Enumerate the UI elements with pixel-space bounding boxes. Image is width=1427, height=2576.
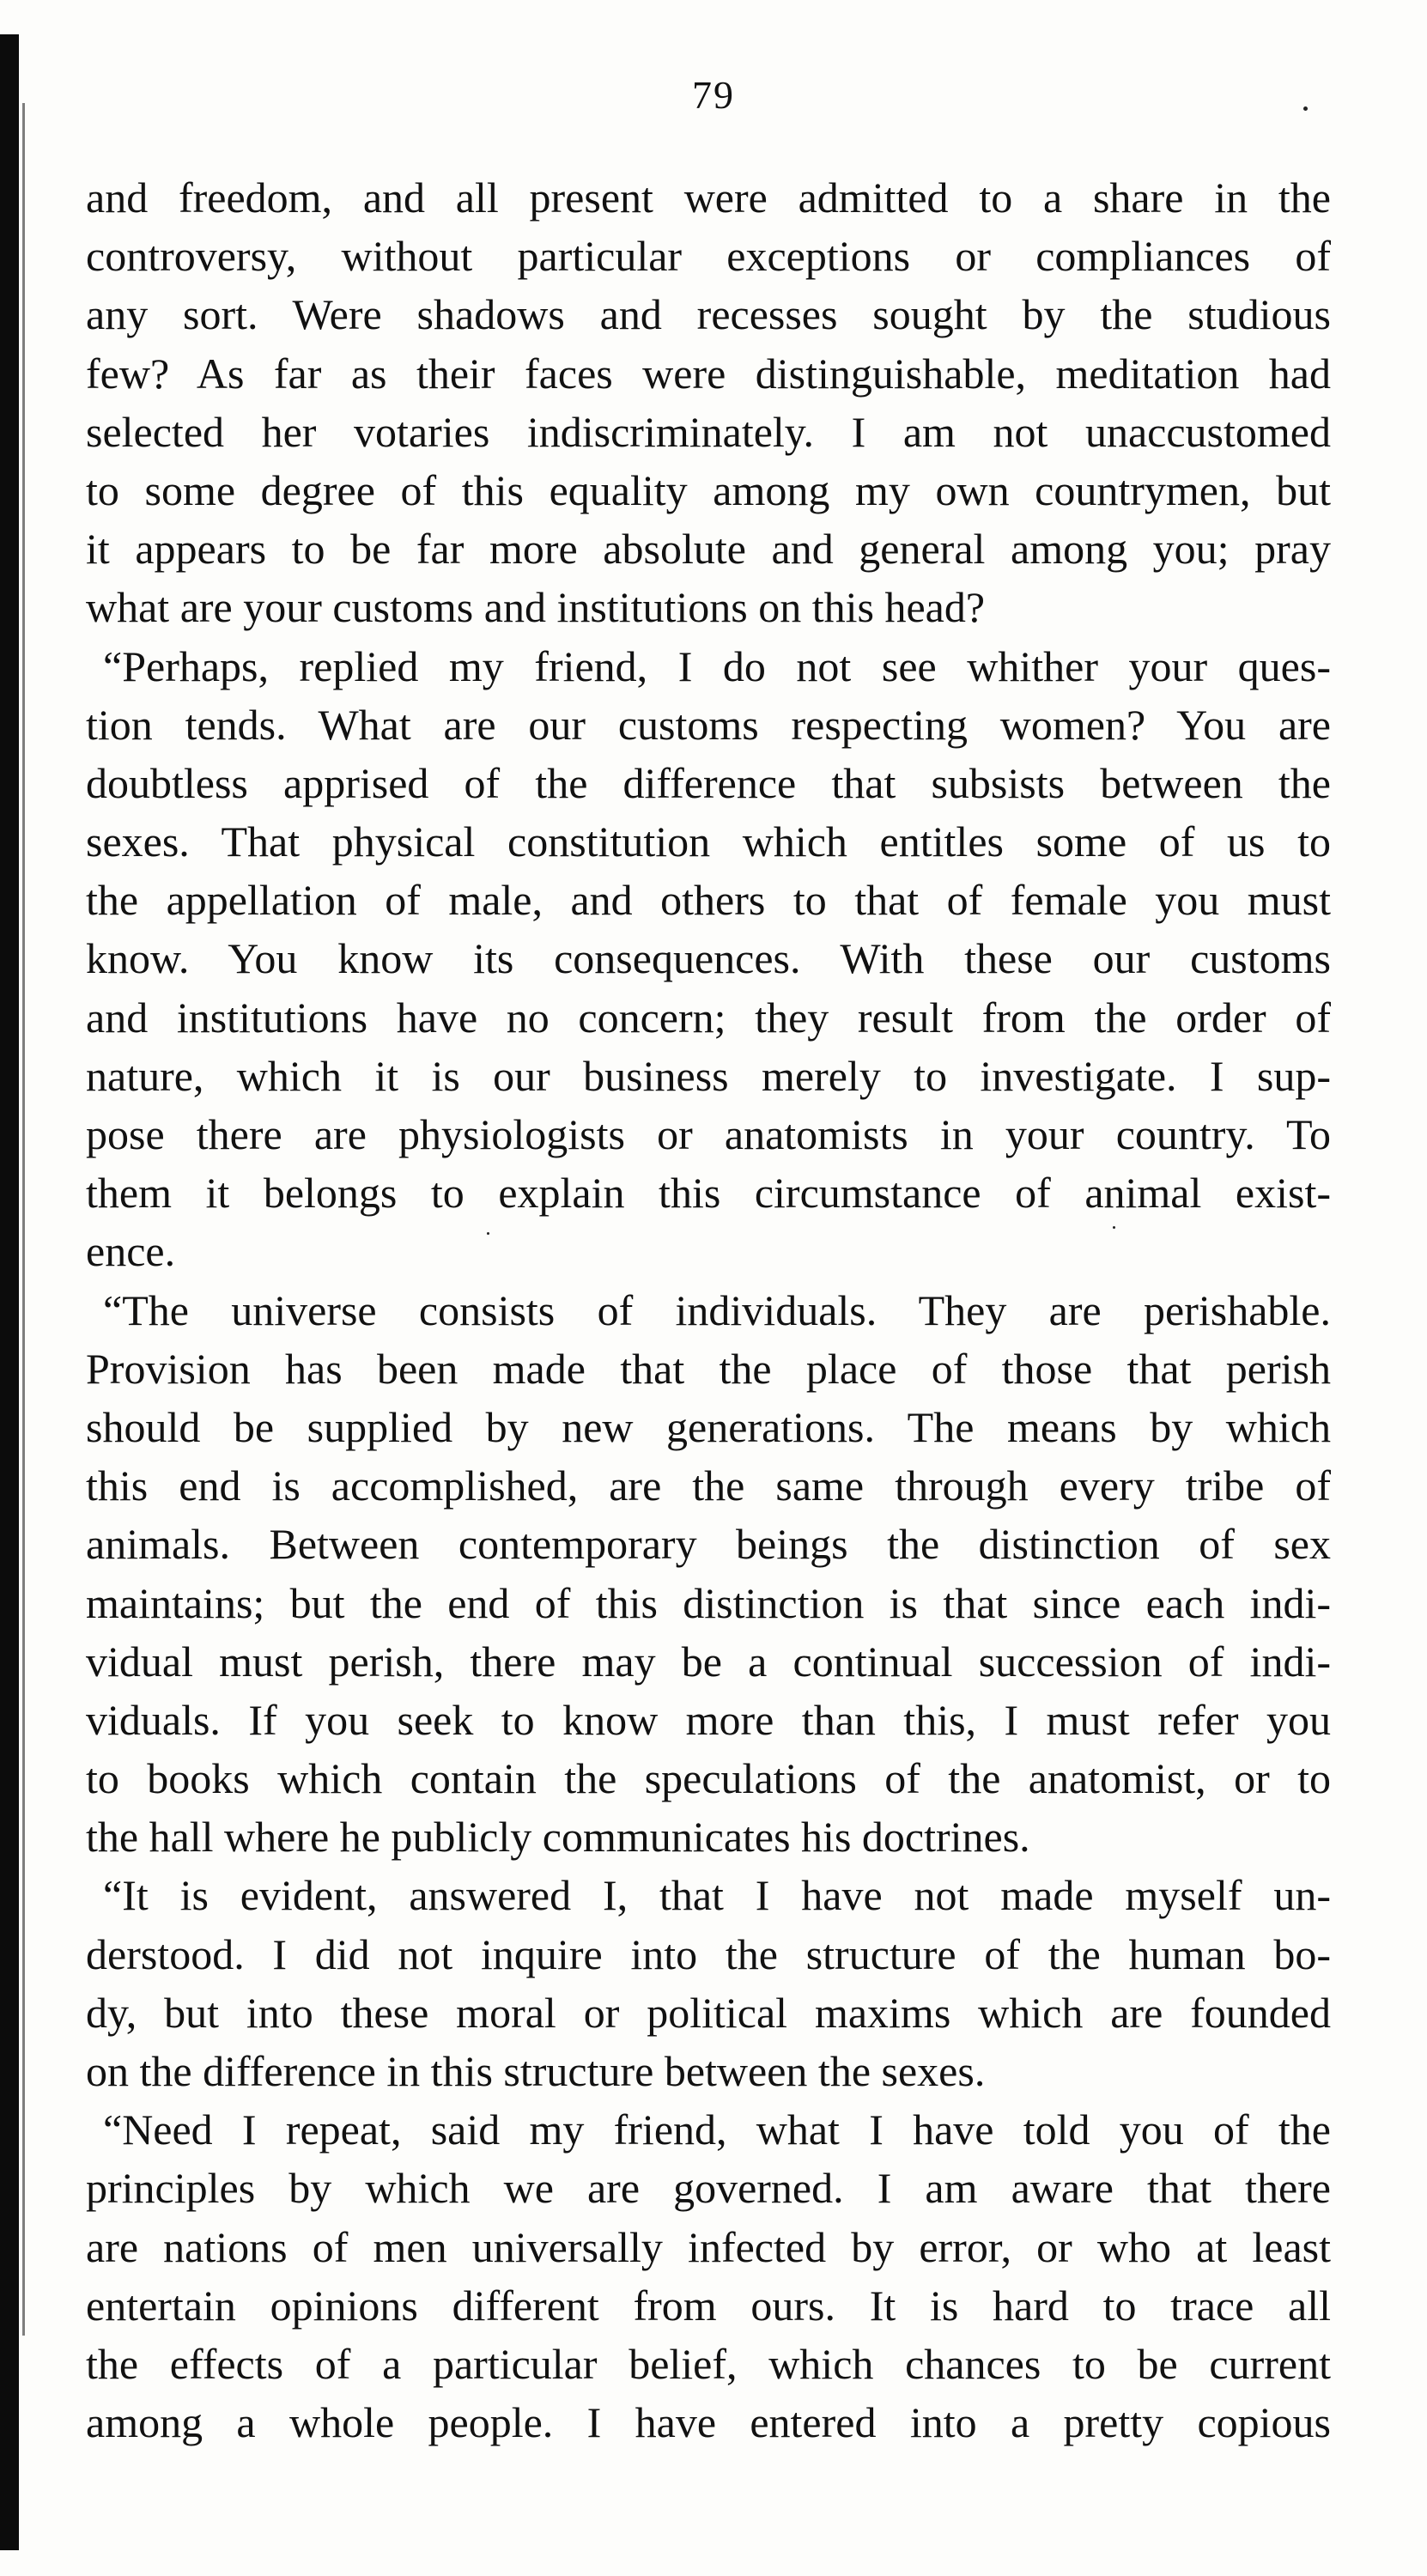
text-line: sexes. That physical constitution which entitles some of us to	[86, 817, 1331, 866]
text-line: what are your customs and institutions on this head?	[86, 583, 986, 632]
text-line: maintains; but the end of this distinction is that since each indi-	[86, 1578, 1331, 1627]
text-line: any sort. Were shadows and recesses sought by the studious	[86, 290, 1331, 339]
text-line: pose there are physiologists or anatomists in your country. To	[86, 1110, 1331, 1158]
text-line: and institutions have no concern; they result from the order of	[86, 993, 1331, 1042]
text-line: dy, but into these moral or political maxims which are founded	[86, 1988, 1331, 2037]
text-line: are nations of men universally infected by error, or who at least	[86, 2222, 1331, 2271]
text-line: vidual must perish, there may be a continual succession of indi-	[86, 1637, 1331, 1686]
ink-speck	[1303, 106, 1308, 111]
text-line: ence.	[86, 1227, 176, 1276]
ink-speck	[1113, 1226, 1115, 1229]
text-line: the appellation of male, and others to that of female you must	[86, 876, 1331, 925]
paragraph-start-line: “The universe consists of individuals. They are perishable.	[103, 1285, 1331, 1334]
paragraph-start-line: “It is evident, answered I, that I have not made myself un-	[103, 1871, 1331, 1920]
text-line: selected her votaries indiscriminately. I am not unaccustomed	[86, 407, 1331, 456]
body-text	[86, 168, 1331, 2451]
text-line: animals. Between contemporary beings the distinction of sex	[86, 1520, 1331, 1569]
page-number: 79	[692, 73, 735, 117]
text-line: tion tends. What are our customs respecting women? You are	[86, 700, 1331, 749]
text-line: them it belongs to explain this circumstance of animal exist-	[86, 1169, 1331, 1218]
text-line: and freedom, and all present were admitted to a share in the	[86, 173, 1331, 222]
text-line: nature, which it is our business merely to investigate. I sup-	[86, 1051, 1331, 1100]
text-line: it appears to be far more absolute and general among you; pray	[86, 525, 1331, 574]
text-line: Provision has been made that the place of those that perish	[86, 1344, 1331, 1393]
text-line: this end is accomplished, are the same through every tribe of	[86, 1461, 1331, 1510]
text-line: controversy, without particular exceptions or compliances of	[86, 232, 1331, 281]
text-line: derstood. I did not inquire into the structure of the human bo-	[86, 1929, 1331, 1978]
text-line: the effects of a particular belief, which chances to be current	[86, 2339, 1331, 2388]
ink-speck	[487, 1232, 489, 1235]
text-line: the hall where he publicly communicates his doctrines.	[86, 1813, 1030, 1862]
text-line: principles by which we are governed. I am aware that there	[86, 2164, 1331, 2213]
text-line: should be supplied by new generations. The means by which	[86, 1402, 1331, 1451]
text-line: on the difference in this structure between the sexes.	[86, 2047, 986, 2095]
text-line: entertain opinions different from ours. It is hard to trace all	[86, 2281, 1331, 2330]
text-line: to some degree of this equality among my own countrymen, but	[86, 465, 1331, 514]
binding-shadow	[22, 103, 25, 2336]
paragraph-start-line: “Need I repeat, said my friend, what I have told you of the	[103, 2105, 1331, 2154]
text-line: doubtless apprised of the difference that subsists between the	[86, 758, 1331, 807]
text-line: among a whole people. I have entered into a pretty copious	[86, 2398, 1331, 2447]
binding-edge	[0, 34, 19, 2550]
text-line: few? As far as their faces were distinguishable, meditation had	[86, 349, 1331, 398]
text-line: viduals. If you seek to know more than this, I must refer you	[86, 1695, 1331, 1744]
text-line: to books which contain the speculations of the anatomist, or to	[86, 1754, 1331, 1803]
text-line: know. You know its consequences. With these our customs	[86, 934, 1331, 983]
paragraph-start-line: “Perhaps, replied my friend, I do not see whither your ques-	[103, 641, 1331, 690]
